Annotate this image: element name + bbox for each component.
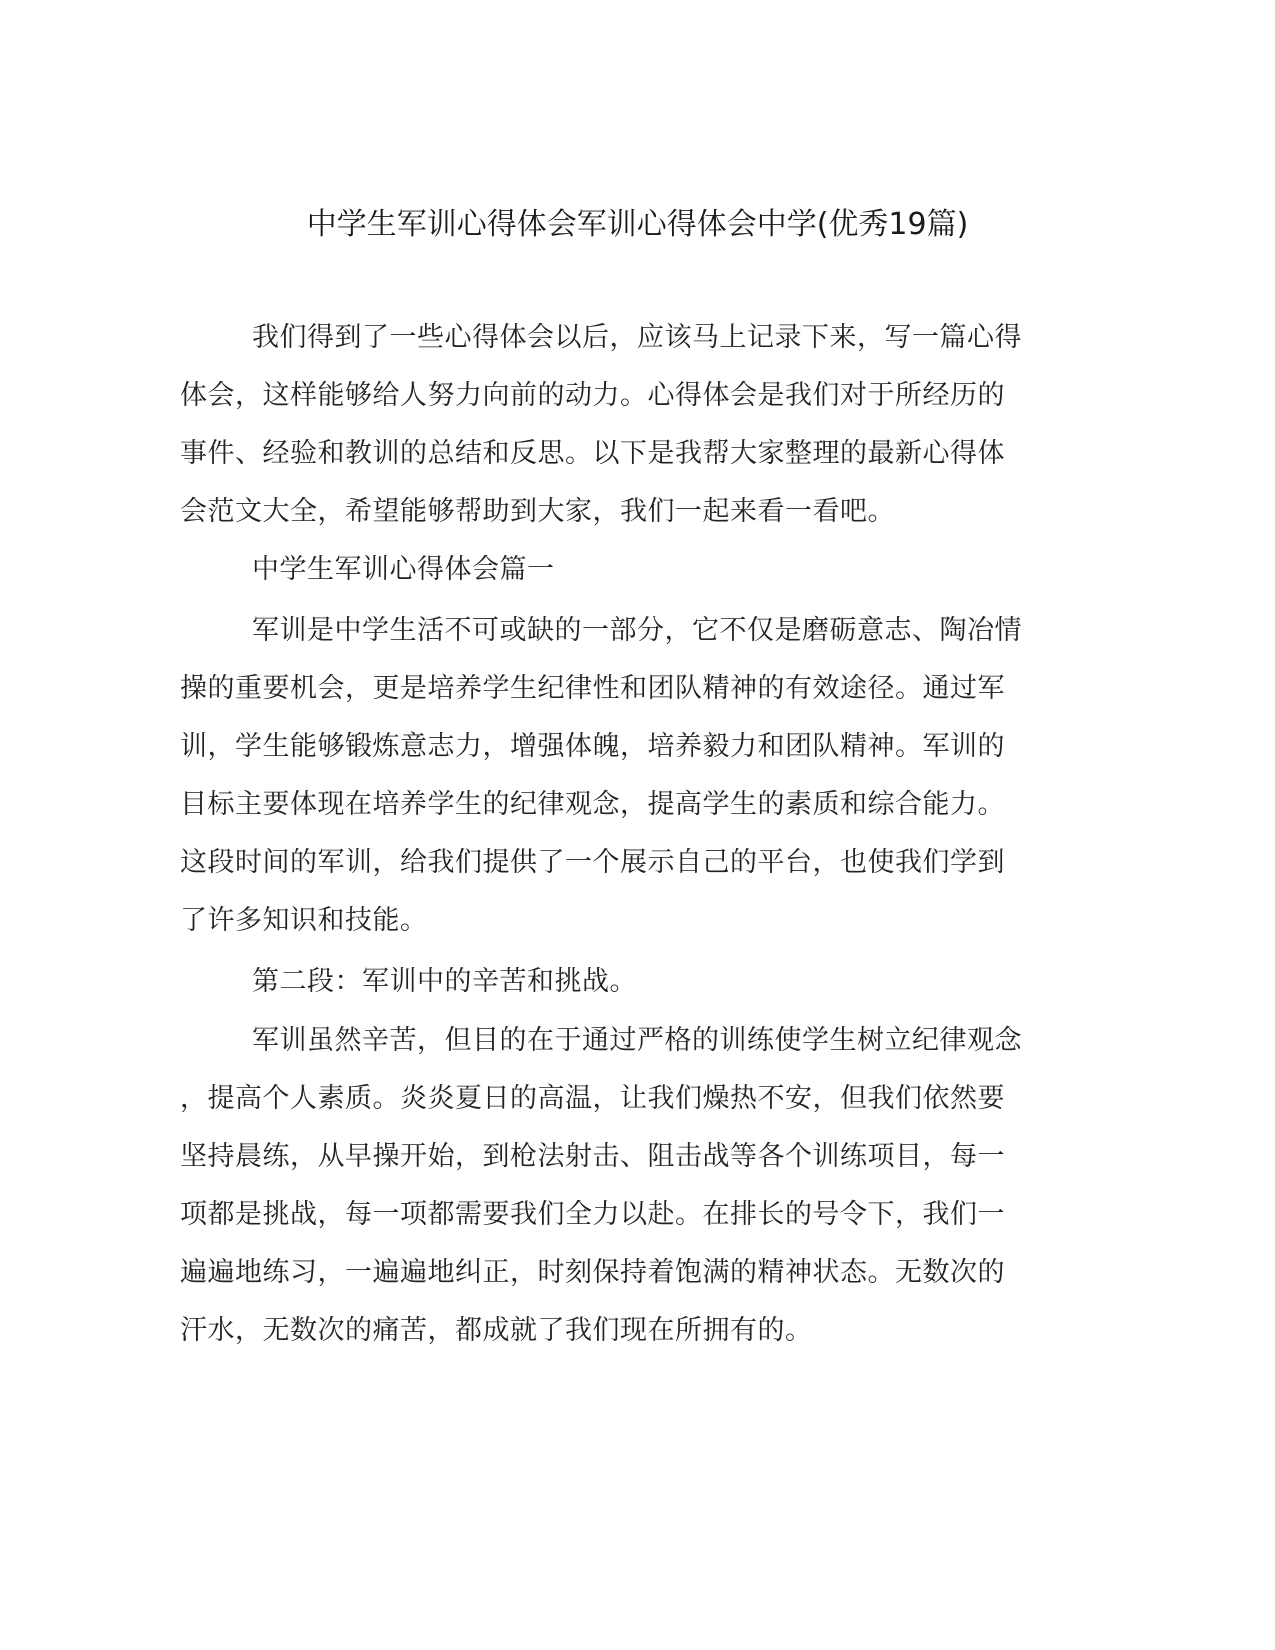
paragraph-line: 事件、经验和教训的总结和反思。以下是我帮大家整理的最新心得体: [180, 438, 1005, 469]
paragraph-line: 体会，这样能够给人努力向前的动力。心得体会是我们对于所经历的: [180, 380, 1005, 411]
section-heading: 中学生军训心得体会篇一: [252, 554, 555, 585]
paragraph-line: 了许多知识和技能。: [180, 905, 428, 936]
paragraph-line: 汗水，无数次的痛苦，都成就了我们现在所拥有的。: [180, 1315, 813, 1346]
paragraph-line: 训，学生能够锻炼意志力，增强体魄，培养毅力和团队精神。军训的: [180, 731, 1005, 762]
paragraph-line: 我们得到了一些心得体会以后，应该马上记录下来，写一篇心得: [252, 322, 1022, 353]
section-heading: 第二段：军训中的辛苦和挑战。: [252, 966, 637, 997]
paragraph-line: 项都是挑战，每一项都需要我们全力以赴。在排长的号令下，我们一: [180, 1199, 1005, 1230]
paragraph-line: 目标主要体现在培养学生的纪律观念，提高学生的素质和综合能力。: [180, 789, 1005, 820]
paragraph-line: 会范文大全，希望能够帮助到大家，我们一起来看一看吧。: [180, 496, 895, 527]
paragraph-line: 军训虽然辛苦，但目的在于通过严格的训练使学生树立纪律观念: [252, 1025, 1022, 1056]
paragraph-line: ，提高个人素质。炎炎夏日的高温，让我们燥热不安，但我们依然要: [180, 1083, 1005, 1114]
paragraph-line: 操的重要机会，更是培养学生纪律性和团队精神的有效途径。通过军: [180, 673, 1005, 704]
paragraph-line: 军训是中学生活不可或缺的一部分，它不仅是磨砺意志、陶冶情: [252, 615, 1022, 646]
paragraph-line: 遍遍地练习，一遍遍地纠正，时刻保持着饱满的精神状态。无数次的: [180, 1257, 1005, 1288]
document-title: 中学生军训心得体会军训心得体会中学(优秀19篇): [306, 207, 969, 242]
paragraph-line: 这段时间的军训，给我们提供了一个展示自己的平台，也使我们学到: [180, 847, 1005, 878]
paragraph-line: 坚持晨练，从早操开始，到枪法射击、阻击战等各个训练项目，每一: [180, 1141, 1005, 1172]
